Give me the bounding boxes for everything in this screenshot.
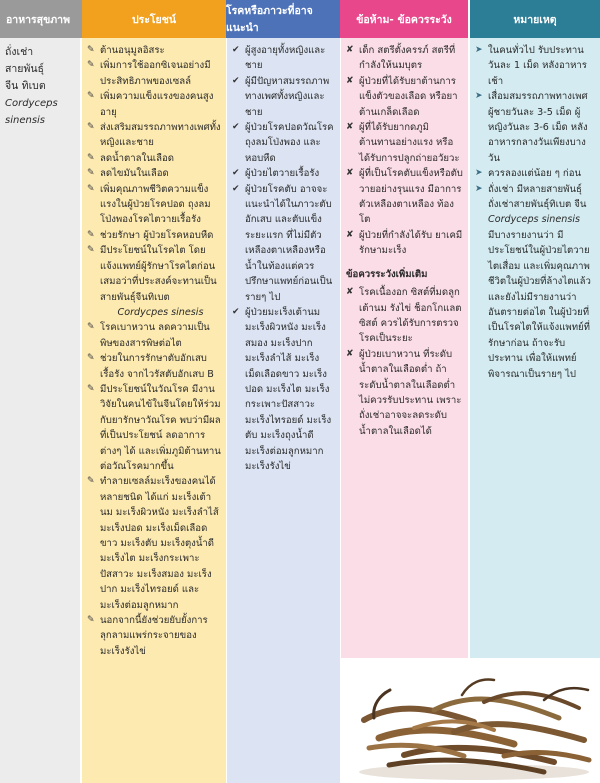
header-diseases: โรคหรือภาวะที่อาจแนะนำ: [226, 0, 340, 38]
benefit-item: [87, 228, 221, 243]
contraindication-item-text: เด็ก สตรีตั้งครรภ์ สตรีที่กำลังให้นมบุตร: [359, 45, 456, 72]
disease-item: [232, 74, 335, 120]
disease-item-text: ผู้สูงอายุทั้งหญิงและชาย: [245, 45, 326, 72]
food-column: [0, 38, 80, 783]
disease-item: [232, 120, 335, 166]
cross-icon: ✘: [346, 229, 354, 240]
pencil-icon: ✎: [87, 91, 95, 102]
extra-cautions-title: ข้อควรระวังเพิ่มเติม: [346, 268, 428, 280]
cross-icon: ✘: [346, 348, 354, 359]
arrow-right-icon: ➤: [475, 168, 483, 179]
header-benefits: ประโยชน์: [82, 0, 226, 38]
pencil-icon: ✎: [87, 122, 95, 133]
pencil-icon: ✎: [87, 383, 95, 394]
benefit-item: [87, 43, 221, 58]
caution-item-text: โรคเนื้องอก ซิสต์ที่มดลูก เต้านม รังไข่ ช็อกโกแลตซิสต์ ควรได้รับการตรวจโรคเป็นระยะ: [359, 287, 462, 345]
disease-item: [232, 166, 335, 181]
cross-icon: ✘: [346, 122, 354, 133]
benefit-item-text: เพิ่มความแข็งแรงของคนสูงอายุ: [100, 91, 214, 118]
notes-kidney-text: มีบางรายงานว่า มีประโยชน์ในผู้ป่วยไตวาย ไตเสื่อม และเพิ่มคุณภาพชีวิตในผู้ป่วยที่ล้างไตแล้ว และยังไม่มีรายงานว่า อันตรายต่อไต ในผู้ป่วยที่เป็นโรคไตให้แจ้งแพทย์ที่รักษาก่อน ถ้าจะรับประทาน เพื่อให้แพทย์พิจารณาเป็นรายๆ ไป: [488, 229, 591, 380]
notes-latin-name: Cordyceps sinensis: [488, 214, 580, 226]
food-name-line2: สายพันธุ์: [5, 63, 44, 75]
disease-item-text: ผู้ป่วยไตวายเรื้อรัง: [245, 168, 320, 180]
contraindication-item: [346, 166, 463, 228]
food-name-line3: จีน ทิเบต: [5, 80, 46, 92]
benefit-item: [87, 320, 221, 351]
benefit-item-text: เพิ่มคุณภาพชีวิตความแข็งแรงในผู้ป่วยโรคปอด ถุงลมโป่งพองโรคไตวายเรื้อรัง: [100, 183, 211, 226]
note-item: [475, 166, 595, 181]
benefit-item: [87, 89, 221, 120]
contraindication-item: [346, 228, 463, 259]
pencil-icon: ✎: [87, 168, 95, 179]
note-item: [475, 89, 595, 166]
benefits-list-2: [87, 320, 221, 659]
pencil-icon: ✎: [87, 152, 95, 163]
pencil-icon: ✎: [87, 60, 95, 71]
contraindication-item-text: ผู้ที่ได้รับยากดภูมิต้านทานอย่างแรง หรือได้รับการปลูกถ่ายอวัยวะ: [359, 122, 460, 164]
benefit-item: [87, 351, 221, 382]
pencil-icon: ✎: [87, 476, 95, 487]
contraindication-item-text: ผู้ป่วยที่ได้รับยาต้านการแข็งตัวของเลือด หรือยาต้านเกล็ดเลือด: [359, 75, 458, 118]
header-food: อาหารสุขภาพ: [0, 0, 82, 38]
benefits-subhead: Cordycpes sinesis: [117, 306, 204, 318]
caution-item: [346, 347, 463, 439]
notes-column: [470, 38, 600, 658]
caution-item: [346, 285, 463, 347]
disease-item-text: ผู้ป่วยโรคตับ อาจจะแนะนำได้ในภาวะตับอักเสบ และตับแข็งระยะแรก ที่ไม่มีตัวเหลืองตาเหลืองหรือน้ำในท้องแต่ควรปรึกษาแพทย์ก่อนเป็นรายๆ ไป: [245, 183, 333, 303]
benefit-item: [87, 613, 221, 659]
diseases-list: [232, 43, 335, 474]
pencil-icon: ✎: [87, 183, 95, 194]
check-icon: ✔: [232, 45, 240, 55]
benefit-item: [87, 182, 221, 228]
note-item-text: ควรลองแต่น้อย ๆ ก่อน: [488, 168, 582, 180]
contraindication-item: [346, 120, 463, 166]
note-item: [475, 182, 595, 213]
benefit-item: [87, 243, 221, 305]
caution-item-text: ผู้ป่วยเบาหวาน ที่ระดับน้ำตาลในเลือดต่ำ ถ้าระดับน้ำตาลในเลือดต่ำไม่ควรรับประทาน เพราะถั่งเช่าอาจจะลดระดับน้ำตาลในเลือดได้: [359, 348, 462, 437]
extra-cautions-list: [346, 285, 463, 439]
header-contraindications: ข้อห้าม- ข้อควรระวัง: [340, 0, 468, 38]
benefit-item-text: ช่วยในการรักษาตับอักเสบเรื้อรัง จากไวรัสตับอักเสบ B: [100, 353, 214, 380]
food-latin-genus: Cordyceps: [5, 98, 58, 109]
pencil-icon: ✎: [87, 353, 95, 364]
contraindication-item: [346, 43, 463, 74]
disease-item-text: ผู้มีปัญหาสมรรถภาพทางเพศทั้งหญิงและชาย: [245, 75, 330, 118]
benefit-item-text: ลดน้ำตาลในเลือด: [100, 152, 174, 164]
disease-item: [232, 305, 335, 474]
food-latin-species: sinensis: [5, 115, 46, 126]
check-icon: ✔: [232, 183, 240, 194]
contraindication-item-text: ผู้ที่เป็นโรคตับแข็งหรือตับวายอย่างรุนแรง มีอาการตัวเหลืองตาเหลือง ท้องโต: [359, 168, 463, 226]
note-item: [475, 43, 595, 89]
arrow-right-icon: ➤: [475, 183, 483, 194]
benefit-item-text: เพิ่มการใช้ออกซิเจนอย่างมีประสิทธิภาพของเซลล์: [100, 60, 211, 87]
pencil-icon: ✎: [87, 322, 95, 333]
note-item-text: เสื่อมสมรรถภาพทางเพศผู้ชายวันละ 3-5 เม็ด ผู้หญิงวันละ 3-6 เม็ด หลังอาหารกลางวันเพียงบางวัน: [488, 91, 588, 164]
pencil-icon: ✎: [87, 245, 95, 256]
disease-item-text: ผู้ป่วยมะเร็งเต้านม มะเร็งผิวหนัง มะเร็งสมอง มะเร็งปาก มะเร็งลำไส้ มะเร็งเม็ดเลือดขาว มะเร็งปอด มะเร็งไต มะเร็งกระเพาะปัสสาวะ มะเร็งไทรอยด์ มะเร็งตับ มะเร็งถุงน้ำดี มะเร็งต่อมลูกหมาก มะเร็งรังไข่: [245, 306, 332, 472]
contraindication-item: [346, 74, 463, 120]
benefits-list: [87, 43, 221, 305]
disease-item-text: ผู้ป่วยโรคปอดวัณโรค ถุงลมโป่งพอง และหอบหืด: [245, 122, 334, 164]
check-icon: ✔: [232, 306, 240, 317]
check-icon: ✔: [232, 122, 240, 133]
diseases-column: [227, 38, 340, 783]
pencil-icon: ✎: [87, 45, 95, 55]
benefit-item-text: ทำลายเซลล์มะเร็งของคนได้หลายชนิด ได้แก่ มะเร็งเต้านม มะเร็งผิวหนัง มะเร็งลำไส้ มะเร็งปอด มะเร็งเม็ดเลือดขาว มะเร็งตับ มะเร็งตุงน้ำดี มะเร็งไต มะเร็งกระเพาะปัสสาวะ มะเร็งสมอง มะเร็งปาก มะเร็งไทรอยด์ และมะเร็งต่อมลูกหมาก: [100, 476, 219, 611]
benefit-item: [87, 382, 221, 474]
benefits-column: [82, 38, 226, 783]
benefit-item-text: นอกจากนี้ยังช่วยยับยั้งการลุกลามแพร่กระจายของมะเร็งรังไข่: [100, 615, 208, 657]
cross-icon: ✘: [346, 168, 354, 179]
disease-item: [232, 182, 335, 305]
contraindication-item-text: ผู้ป่วยที่กำลังได้รับ ยาเคมีรักษามะเร็ง: [359, 229, 463, 257]
note-item-text: ถั่งเช่า มีหลายสายพันธุ์ ถั่งเช่าสายพันธุ์ทิเบต จีน: [488, 183, 587, 211]
benefit-item: [87, 120, 221, 151]
disease-item: [232, 43, 335, 74]
pencil-icon: ✎: [87, 229, 95, 240]
cross-icon: ✘: [346, 45, 354, 55]
pencil-icon: ✎: [87, 615, 95, 626]
notes-list: [475, 43, 595, 212]
cross-icon: ✘: [346, 75, 354, 86]
check-icon: ✔: [232, 168, 240, 179]
arrow-right-icon: ➤: [475, 45, 483, 55]
benefit-item-text: มีประโยชน์ในวัณโรค มีงานวิจัยในคนไข้ในจีนโดยให้ร่วมกับยารักษาวัณโรค พบว่ามีผลที่เป็นประโยชน์ ลดอาการต่างๆ ได้ และเพิ่มภูมิต้านทานต่อวัณโรคมากขึ้น: [100, 383, 221, 472]
benefit-item-text: มีประโยชน์ในโรคไต โดยแจ้งแพทย์ผู้รักษาโรคไตก่อนเสมอว่าที่ประสงค์จะทานเป็นสายพันธุ์จีนทิเบต: [100, 245, 217, 303]
cross-icon: ✘: [346, 287, 354, 298]
arrow-right-icon: ➤: [475, 91, 483, 102]
check-icon: ✔: [232, 75, 240, 86]
benefit-item-text: ช่วยรักษา ผู้ป่วยโรคหอบหืด: [100, 229, 214, 241]
benefit-item: [87, 474, 221, 613]
benefit-item: [87, 151, 221, 166]
contraindications-column: [341, 38, 468, 658]
note-item-text: ในคนทั่วไป รับประทานวันละ 1 เม็ด หลังอาหารเช้า: [488, 45, 587, 87]
benefit-item: [87, 166, 221, 181]
contraindications-list: [346, 43, 463, 259]
benefit-item-text: ลดไขมันในเลือด: [100, 168, 169, 180]
cordyceps-photo: [344, 660, 600, 783]
benefit-item-text: ส่งเสริมสมรรถภาพทางเพศทั้งหญิงและชาย: [100, 122, 221, 149]
header-notes: หมายเหตุ: [470, 0, 600, 38]
food-name-line1: ถั่งเช่า: [5, 46, 34, 58]
benefit-item: [87, 58, 221, 89]
table-header: [0, 0, 600, 38]
benefit-item-text: โรคเบาหวาน ลดความเป็นพิษของสารพิษต่อไต: [100, 322, 210, 349]
benefit-item-text: ต้านอนุมูลอิสระ: [100, 45, 165, 56]
